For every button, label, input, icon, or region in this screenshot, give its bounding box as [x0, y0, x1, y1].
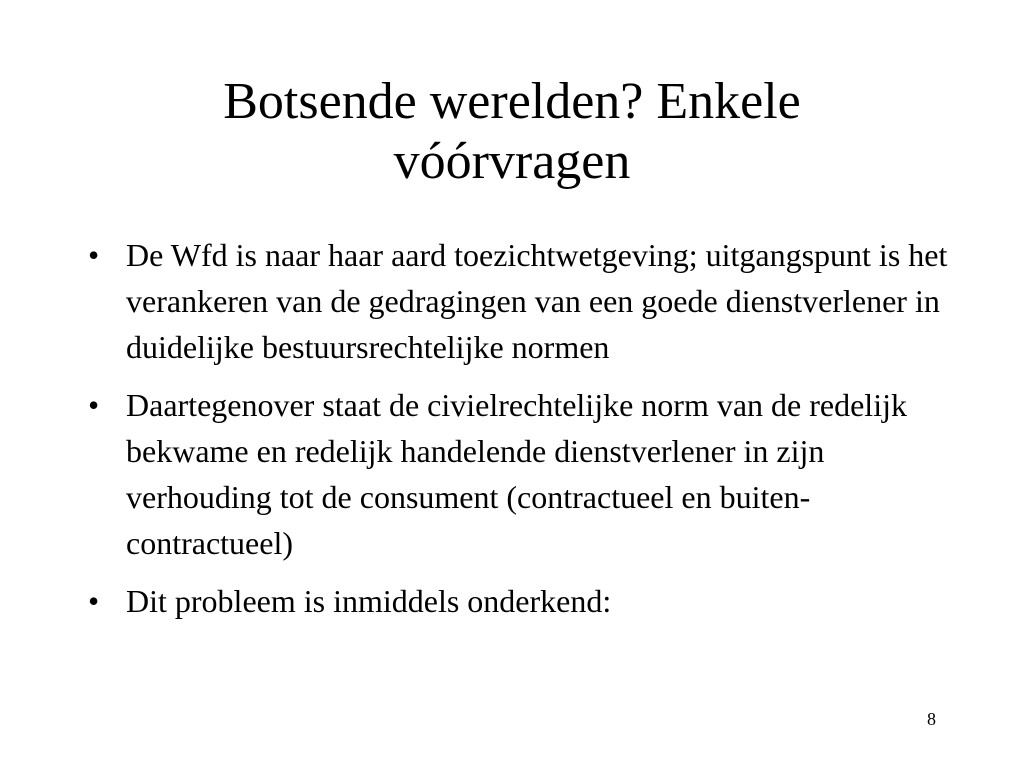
bullet-text: Daartegenover staat de civielrechtelijke norm van de redelijk bekwame en redelijk handelende dienstverlener in zijn verhouding tot de consument (contractueel en buiten-contractueel) [126, 387, 907, 561]
bullet-list [88, 232, 948, 636]
bullet-text: De Wfd is naar haar aard toezichtwetgeving; uitgangspunt is het verankeren van de gedragingen van een goede dienstverlener in duidelijke bestuursrechtelijke normen [126, 237, 948, 365]
bullet-marker: • [88, 387, 100, 423]
page-number: 8 [927, 709, 936, 729]
bullet-item [88, 382, 948, 566]
bullet-marker: • [88, 237, 100, 273]
slide-title: Botsende werelden? Enkele vóórvragen [223, 73, 801, 190]
bullet-text: Dit probleem is inmiddels onderkend: [126, 583, 612, 619]
bullet-item [88, 232, 948, 370]
bullet-marker: • [88, 583, 100, 619]
bullet-item [88, 578, 948, 624]
